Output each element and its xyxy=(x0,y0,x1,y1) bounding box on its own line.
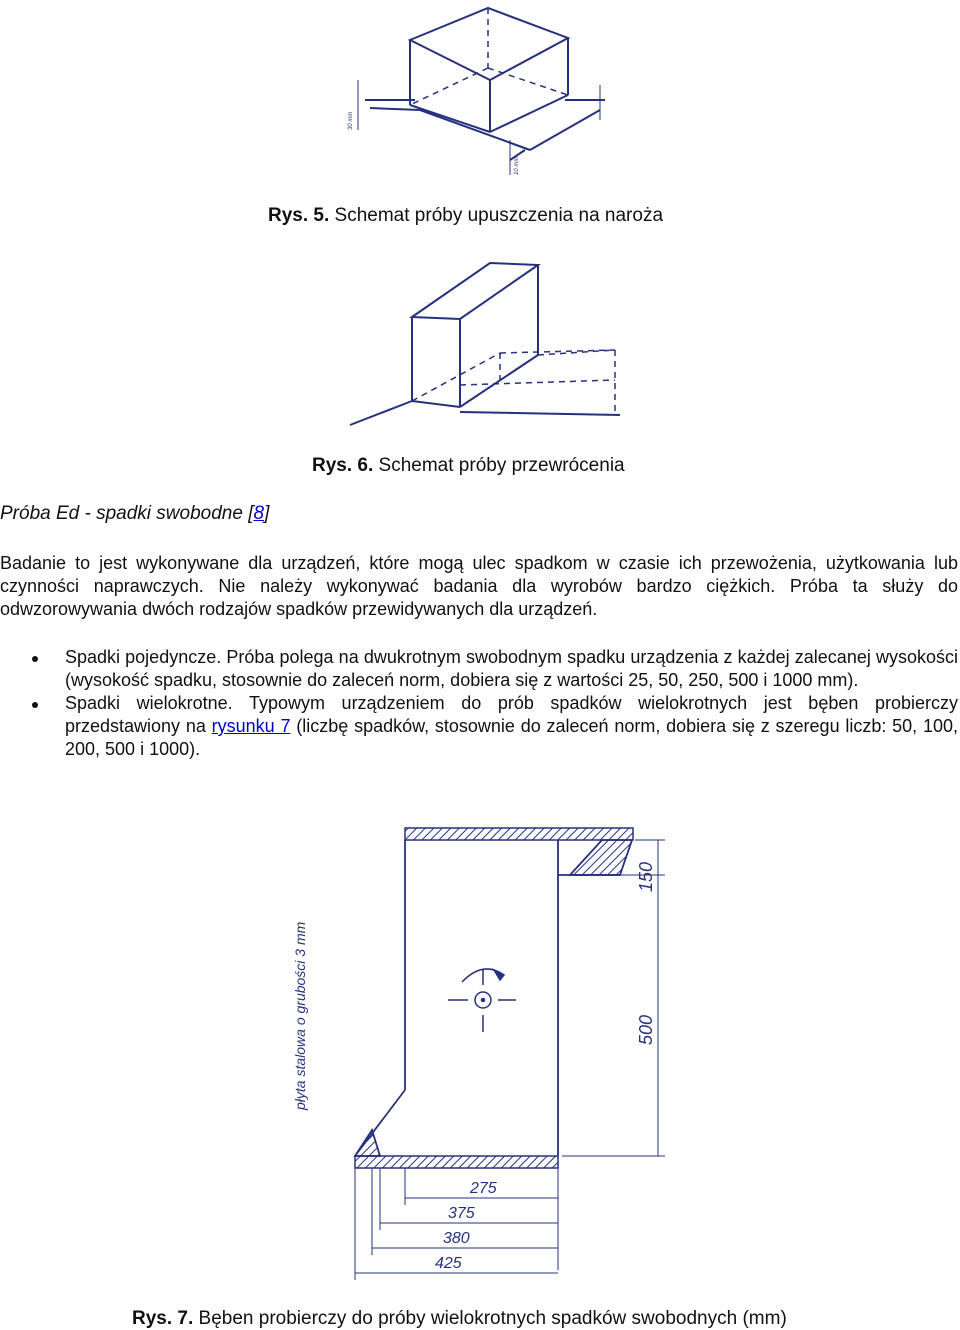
list-item-multiple-drops xyxy=(0,692,958,761)
intro-paragraph: Badanie to jest wykonywane dla urządzeń, które mogą ulec spadkom w czasie ich przewożenia, użytkowania lub czynności naprawczych. Nie należy wykonywać badania dla wyrobów bardzo ciężkich. Próba ta służy do odwzorowywania dwóch rodzajów spadków przewidywanych dla urządzeń. xyxy=(0,553,958,619)
dim-30mm-label: 30 mm xyxy=(348,111,354,130)
figure-6-caption xyxy=(312,455,625,477)
dim-380-label: 380 xyxy=(443,1230,470,1247)
corner-drop-svg xyxy=(330,0,630,185)
section-heading xyxy=(0,503,269,525)
reference-link-8[interactable]: 8 xyxy=(253,503,265,524)
dim-10mm-label: 10 mm xyxy=(514,156,520,175)
dim-275-label: 275 xyxy=(470,1180,497,1197)
bullet-icon xyxy=(32,656,38,662)
drop-types-list xyxy=(0,646,958,761)
rotation-center-icon xyxy=(448,969,516,1032)
figure-6-caption-text: Schemat próby przewrócenia xyxy=(373,455,625,476)
figure-7-caption-label: Rys. 7. xyxy=(132,1308,194,1329)
figure-7-drum-drawing xyxy=(280,820,680,1290)
section-heading-end: ] xyxy=(264,503,270,524)
dim-375-label: 375 xyxy=(448,1205,475,1222)
tipover-svg xyxy=(340,255,630,435)
dim-500-label: 500 xyxy=(636,1014,656,1045)
figure-5-caption-label: Rys. 5. xyxy=(268,205,330,226)
list-item-text-after: (liczbę spadków, stosownie do zaleceń norm, dobiera się z szeregu liczb: 50, 100, 200, 500 i 1000). xyxy=(65,716,958,759)
figure-7-caption xyxy=(132,1308,787,1330)
figure-5-caption xyxy=(268,205,663,227)
bullet-icon xyxy=(32,702,38,708)
list-item-single-drops xyxy=(0,646,958,692)
figure-5-corner-drop-drawing xyxy=(330,0,630,185)
list-item-text: Spadki pojedyncze. Próba polega na dwukrotnym swobodnym spadku urządzenia z każdej zalecanej wysokości (wysokość spadku, stosownie do zaleceń norm, dobiera się z wartości 25, 50, 250, 500 i 1000 mm). xyxy=(65,647,958,690)
steel-plate-label: płyta stalowa o grubości 3 mm xyxy=(292,921,308,1110)
dim-425-label: 425 xyxy=(435,1255,462,1272)
figure-6-tipover-drawing xyxy=(340,255,630,435)
figure-7-link[interactable]: rysunku 7 xyxy=(211,716,291,736)
section-heading-text: Próba Ed - spadki swobodne [ xyxy=(0,503,254,524)
dim-150-label: 150 xyxy=(636,861,656,892)
figure-7-caption-text: Bęben probierczy do próby wielokrotnych spadków swobodnych (mm) xyxy=(193,1308,787,1329)
figure-5-caption-text: Schemat próby upuszczenia na naroża xyxy=(329,205,664,226)
list-item-text-before: Spadki wielokrotne. Typowym urządzeniem do prób spadków wielokrotnych jest bęben probierczy przedstawiony na xyxy=(65,693,958,736)
figure-6-caption-label: Rys. 6. xyxy=(312,455,374,476)
drum-svg xyxy=(280,820,680,1290)
